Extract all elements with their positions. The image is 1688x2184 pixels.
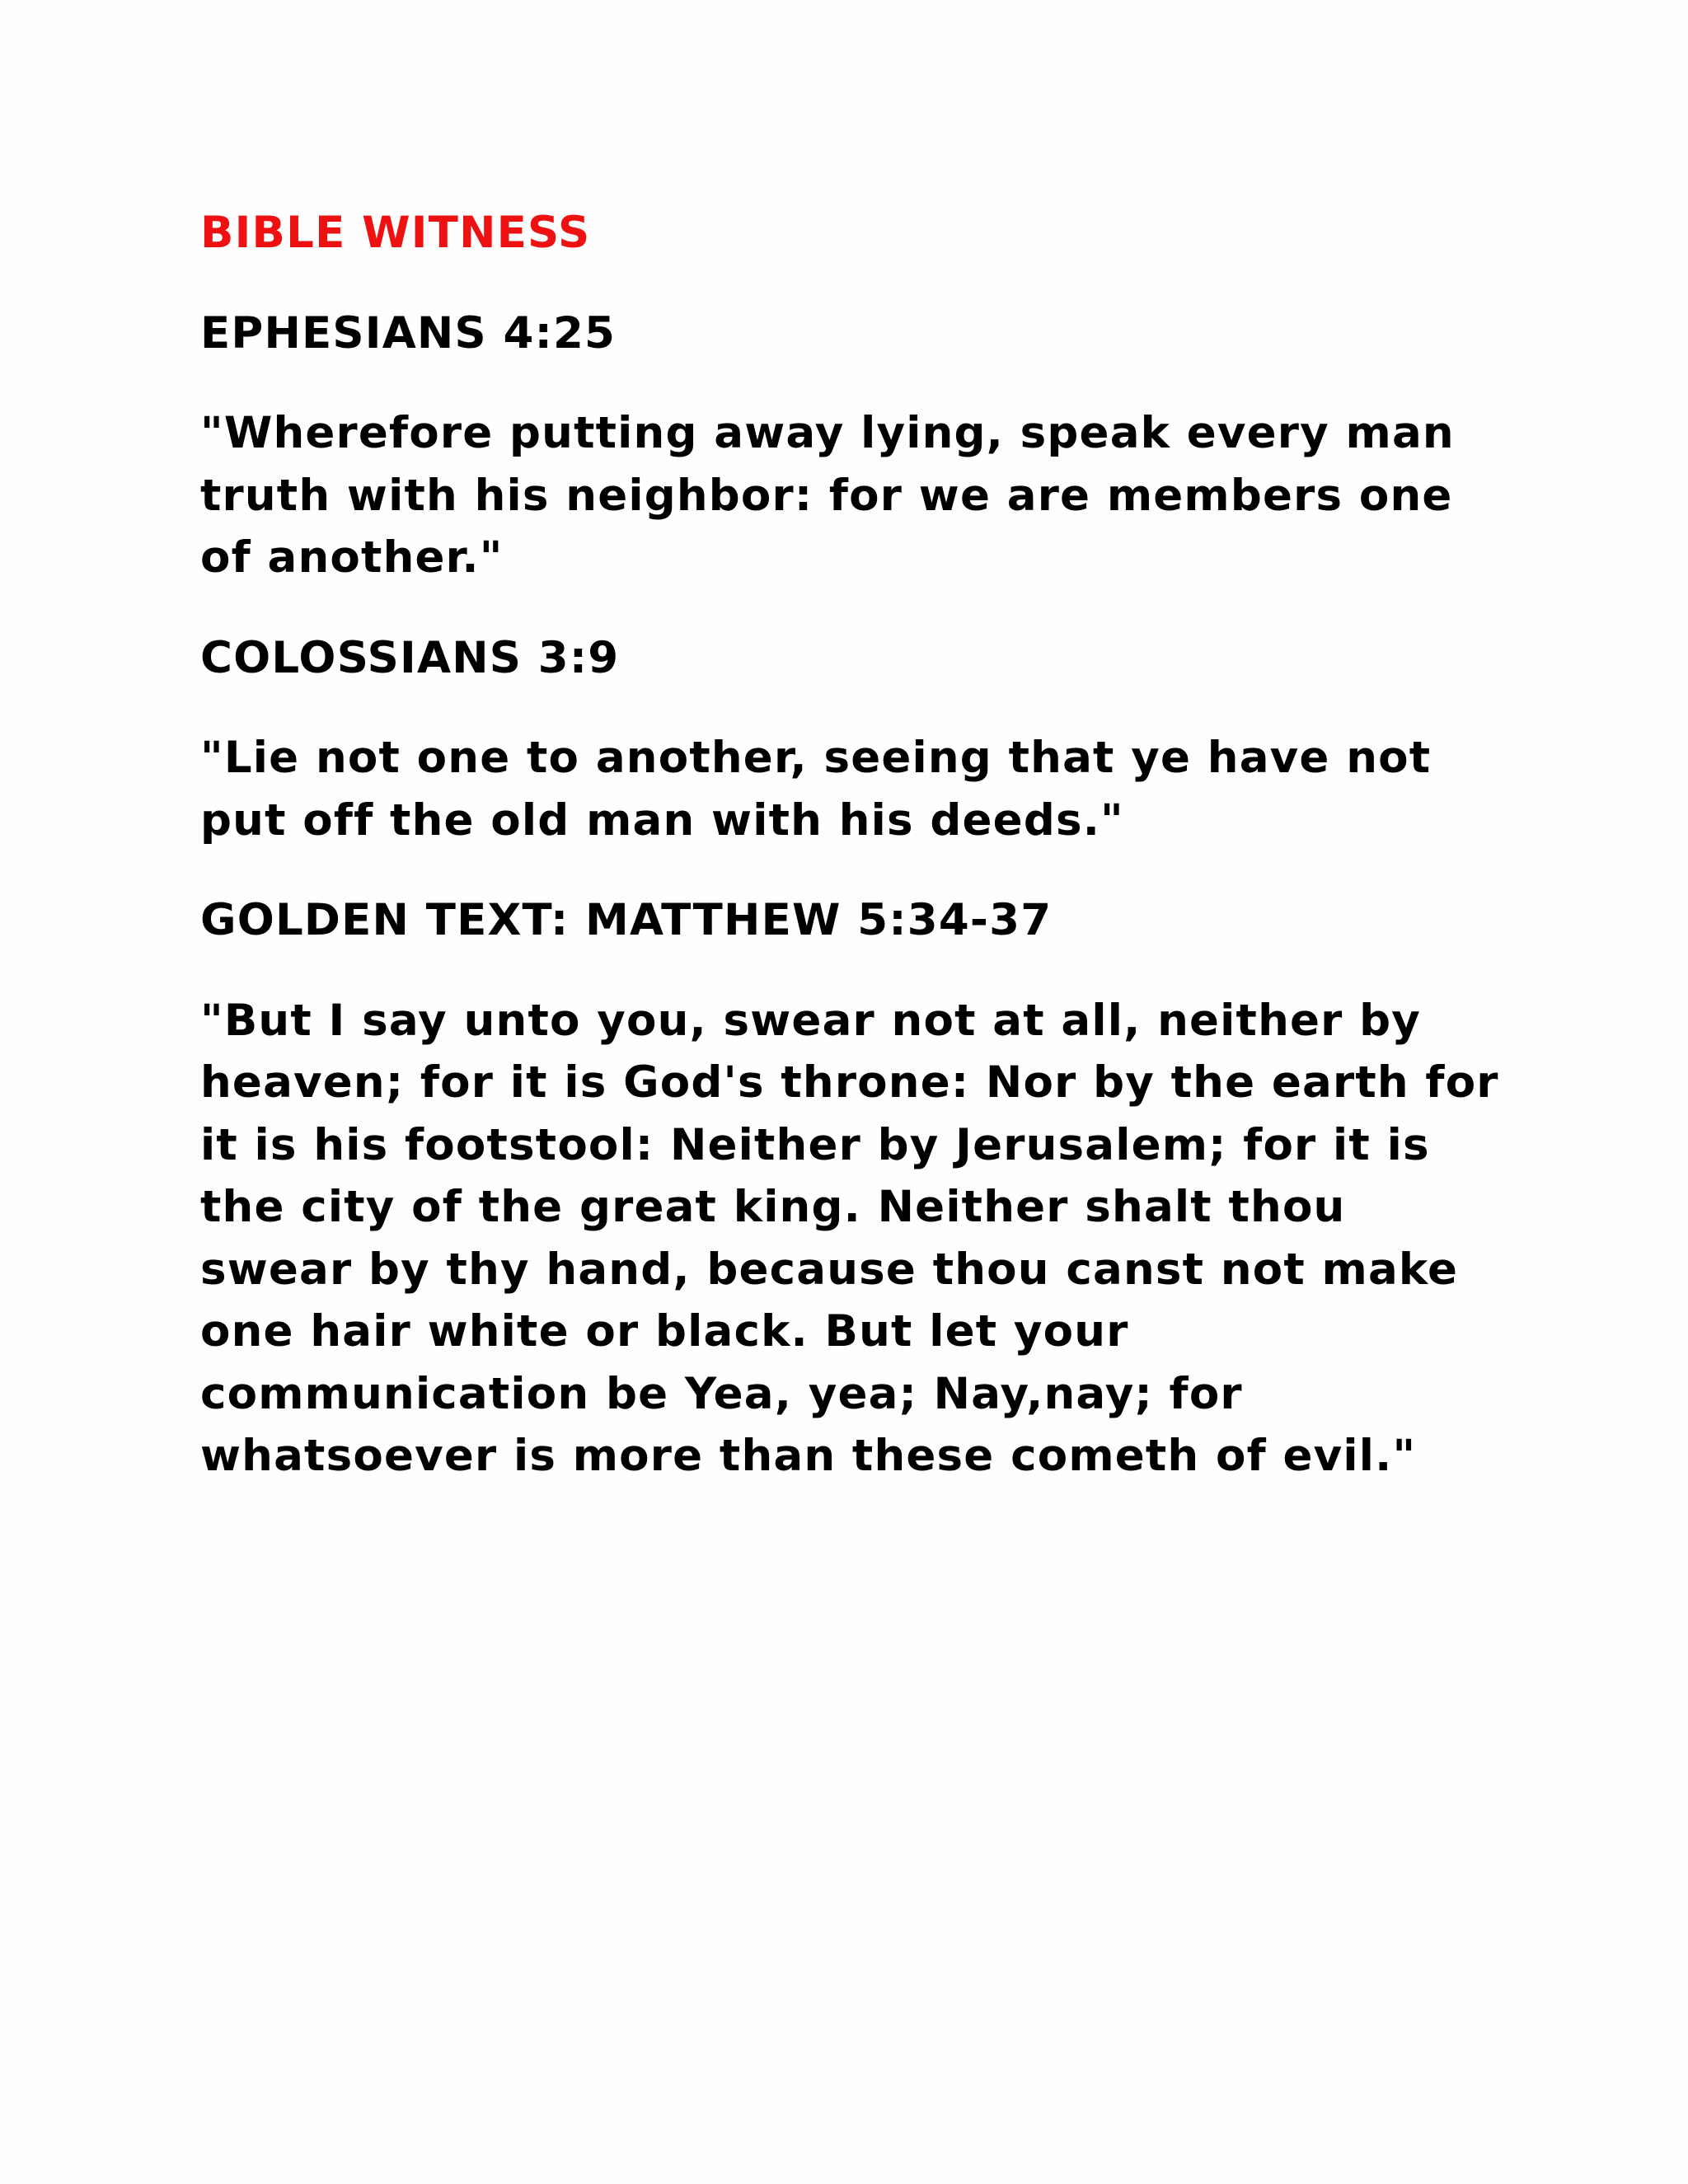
spacer — [200, 265, 1503, 302]
document-page — [200, 202, 1503, 1488]
scripture-verse-colossians: "Lie not one to another, seeing that ye have not put off the old man with his deeds." — [200, 733, 1432, 846]
document-title: BIBLE WITNESS — [200, 208, 591, 258]
spacer — [200, 364, 1503, 402]
spacer — [200, 589, 1503, 627]
scripture-reference-colossians: COLOSSIANS 3:9 — [200, 632, 620, 683]
golden-text-verse: "But I say unto you, swear not at all, neither by heaven; for it is God's throne: Nor by the earth for it is his footstool: Neither by Jerusalem; for it is the city of the great king. Neither shalt thou swear by thy hand, because thou canst not make one hair white or black. But let your communication be Yea, yea; Nay,nay; for whatsoever is more than these cometh of evil." — [200, 995, 1499, 1481]
spacer — [200, 689, 1503, 727]
scripture-verse-ephesians: "Wherefore putting away lying, speak every man truth with his neighbor: for we are members one of another." — [200, 408, 1455, 583]
scripture-reference-ephesians: EPHESIANS 4:25 — [200, 307, 617, 359]
golden-text-reference: GOLDEN TEXT: MATTHEW 5:34-37 — [200, 895, 1053, 945]
spacer — [200, 952, 1503, 990]
spacer — [200, 851, 1503, 889]
